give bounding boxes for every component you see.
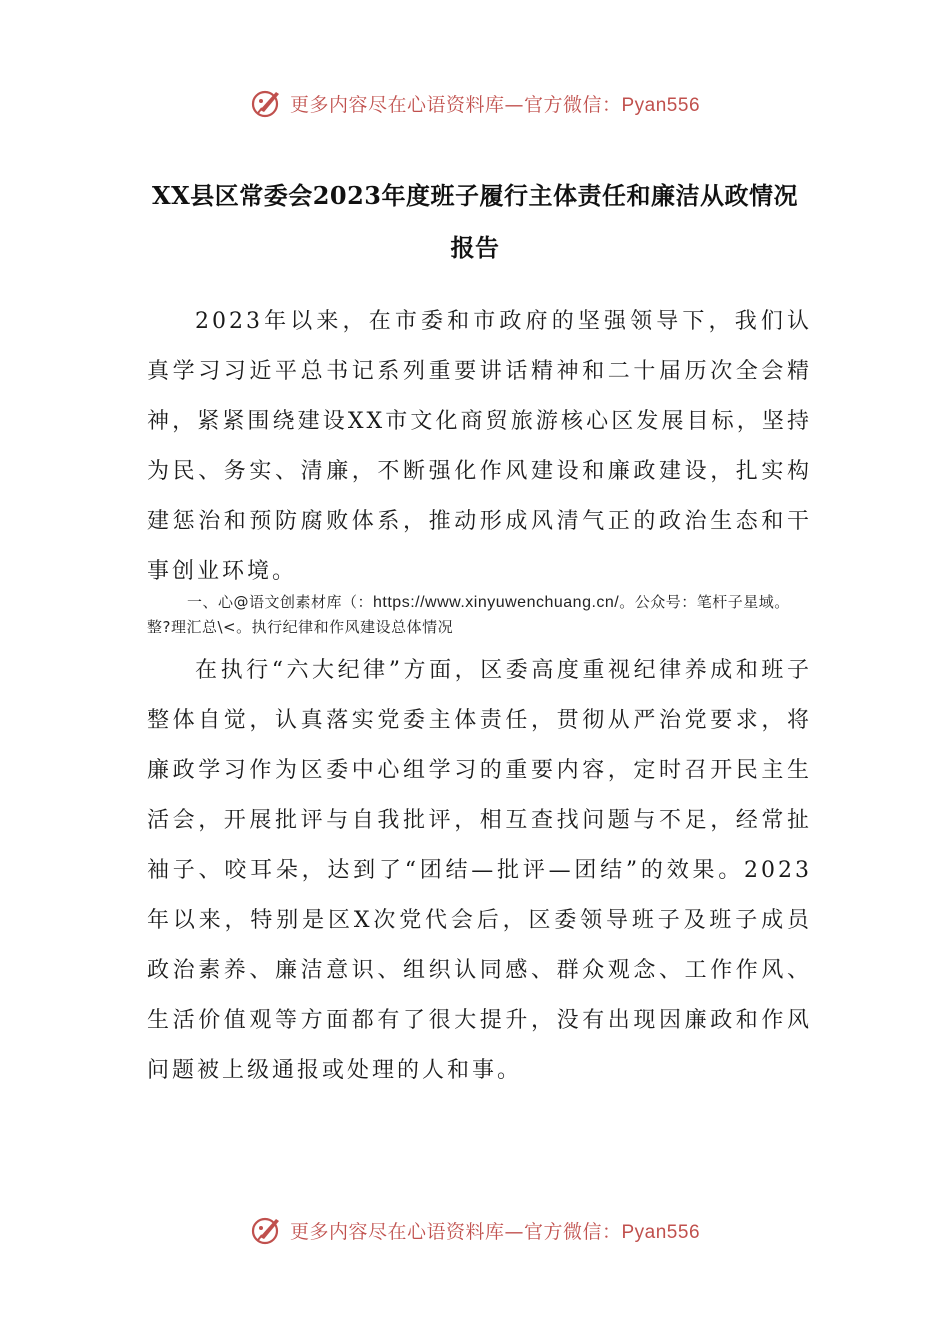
title-line-2: 报告: [450, 233, 500, 262]
wechat-id: Pyan556: [621, 1221, 701, 1243]
watermark-header: [0, 86, 950, 120]
quill-pen-circle-icon: [250, 86, 284, 120]
paragraph-intro: 2023年以来，在市委和市政府的坚强领导下，我们认真学习习近平总书记系列重要讲话精神和二十届历次全会精神，紧紧围绕建设XX市文化商贸旅游核心区发展目标，坚持为民、务实、清廉，不断强化作风建设和廉政建设，扎实构建惩治和预防腐败体系，推动形成风清气正的政治生态和干事创业环境。: [147, 309, 812, 584]
source-link[interactable]: https://www.xinyuwenchuang.cn/: [373, 594, 620, 611]
watermark-text: 更多内容尽在心语资料库—官方微信：Pyan556: [289, 93, 701, 116]
wechat-id: Pyan556: [621, 94, 701, 116]
section-heading: 一、心@语文创素材库（：https://www.xinyuwenchuang.cn/。公众号：笔杆子星域。整?理汇总\<。执行纪律和作风建设总体情况: [147, 593, 790, 636]
quill-pen-circle-icon: [250, 1213, 284, 1247]
title-line-1: XX县区常委会2023年度班子履行主体责任和廉洁从政情况: [151, 181, 799, 210]
paragraph-discipline: 在执行“六大纪律”方面，区委高度重视纪律养成和班子整体自觉，认真落实党委主体责任，贯彻从严治党要求，将廉政学习作为区委中心组学习的重要内容，定时召开民主生活会，开展批评与自我批评，相互查找问题与不足，经常扯袖子、咬耳朵，达到了“团结—批评—团结”的效果。2023年以来，特别是区X次党代会后，区委领导班子及班子成员政治素养、廉洁意识、组织认同感、群众观念、工作作风、生活价值观等方面都有了很大提升，没有出现因廉政和作风问题被上级通报或处理的人和事。: [147, 658, 812, 1083]
watermark-footer: [0, 1213, 950, 1247]
watermark-text: 更多内容尽在心语资料库—官方微信：Pyan556: [289, 1220, 701, 1243]
document-title: [0, 170, 950, 274]
